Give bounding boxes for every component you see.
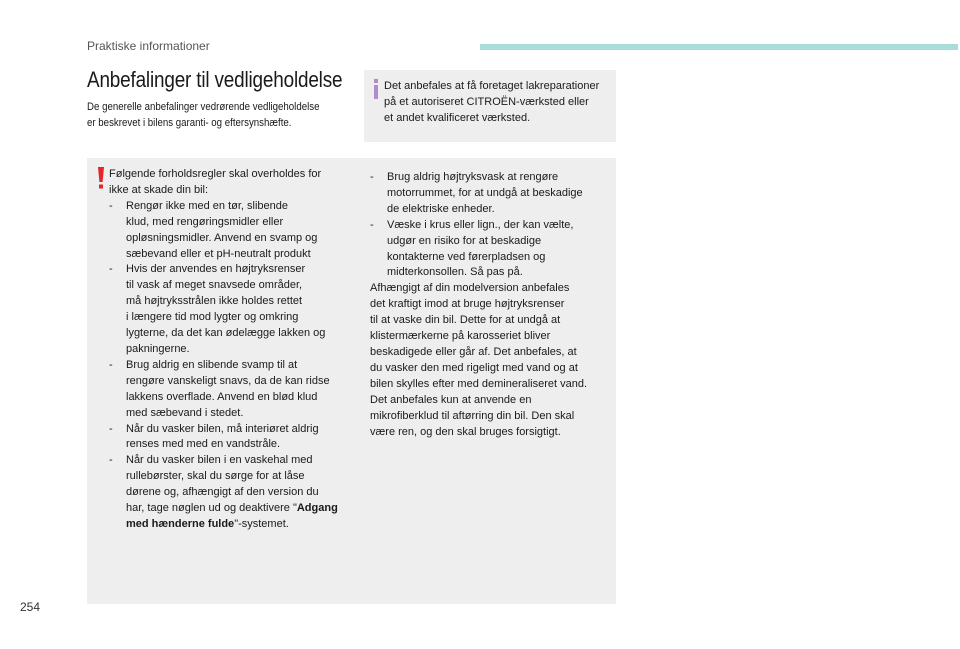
list-item-text: har, tage nøglen ud og deaktivere "	[126, 502, 297, 515]
paragraph-line: Afhængigt af din modelversion anbefales	[370, 282, 570, 295]
info-line: et andet kvalificeret værksted.	[384, 112, 531, 124]
bullet-dash: -	[109, 263, 113, 276]
list-item-line: opløsningsmidler. Anvend en svamp og	[126, 231, 318, 244]
list-item	[109, 262, 359, 357]
list-item-line: rullebørster, skal du sørge for at låse	[126, 470, 305, 483]
warning-right-column	[370, 170, 610, 440]
info-icon	[370, 78, 384, 100]
intro-line: De generelle anbefalinger vedrørende vedligeholdelse	[87, 101, 320, 113]
list-item-line: Rengør ikke med en tør, slibende	[126, 199, 289, 212]
paragraph-line: du vasker den med rigeligt med vand og at	[370, 361, 578, 374]
list-item-line: renses med med en vandstråle.	[126, 438, 281, 451]
list-item-line: med sæbevand i stedet.	[126, 406, 244, 419]
list-item-line: til vask af meget snavsede områder,	[126, 279, 303, 292]
paragraph-line: det kraftigt imod at bruge højtryksrenser	[370, 298, 565, 311]
bullet-dash: -	[109, 422, 113, 435]
bullet-dash: -	[370, 171, 374, 183]
list-item-line: klud, med rengøringsmidler eller	[126, 215, 284, 228]
list-item	[109, 453, 359, 533]
section-label: Praktiske informationer	[87, 39, 210, 53]
info-text	[384, 78, 614, 126]
list-item-line: udgør en risiko for at beskadige	[387, 234, 542, 247]
bullet-dash: -	[109, 358, 113, 371]
list-item	[109, 199, 359, 263]
list-item-line: lygterne, da det kan ødelægge lakken og	[126, 327, 326, 340]
info-line: Det anbefales at få foretaget lakreparationer	[384, 80, 600, 92]
list-item-line	[126, 517, 359, 533]
paragraph-line: til at vaske din bil. Dette for at undgå at	[370, 314, 561, 327]
bullet-dash: -	[109, 454, 113, 467]
page-number: 254	[20, 600, 41, 614]
paragraph-line: være ren, og den skal bruges forsigtigt.	[370, 425, 561, 438]
intro-text	[87, 99, 351, 131]
paragraph-line: Det anbefales kun at anvende en	[370, 393, 532, 406]
list-item-line: Brug aldrig højtryksvask at rengøre	[387, 171, 559, 183]
list-item-line: Væske i krus eller lign., der kan vælte,	[387, 218, 574, 231]
intro-line: er beskrevet i bilens garanti- og eftersynshæfte.	[87, 117, 292, 129]
bullet-dash: -	[370, 218, 374, 231]
list-item-text: "-systemet.	[234, 517, 289, 530]
warning-box	[87, 158, 616, 604]
list-item-line: pakningerne.	[126, 342, 190, 355]
list-item	[370, 218, 610, 282]
paragraph-line: klistermærkerne på karosseriet bliver	[370, 330, 551, 343]
warning-intro-line: ikke at skade din bil:	[109, 183, 209, 196]
list-item-line: lakkens overflade. Anvend en blød klud	[126, 390, 318, 403]
list-item-line: Når du vasker bilen i en vaskehal med	[126, 454, 313, 467]
bullet-dash: -	[109, 199, 113, 212]
list-item-line: må højtryksstrålen ikke holdes rettet	[126, 295, 303, 308]
list-item-line: Brug aldrig en slibende svamp til at	[126, 358, 298, 371]
page-title: Anbefalinger til vedligeholdelse	[87, 67, 343, 92]
list-item	[370, 170, 610, 218]
paragraph-line: beskadigede eller går af. Det anbefales, at	[370, 345, 577, 358]
list-item-line: midterkonsollen. Så pas på.	[387, 266, 523, 279]
list-item-line: de elektriske enheder.	[387, 202, 495, 215]
list-item-line: sæbevand eller et pH-neutralt produkt	[126, 247, 311, 260]
accent-bar	[480, 44, 958, 50]
warning-intro-line: Følgende forholdsregler skal overholdes for	[109, 168, 322, 180]
list-item-line: motorrummet, for at undgå at beskadige	[387, 186, 583, 199]
list-item-line: Når du vasker bilen, må interiøret aldrig	[126, 422, 319, 435]
list-item-line	[126, 501, 359, 517]
info-box	[364, 70, 616, 142]
list-item-line: kontakterne ved førerpladsen og	[387, 250, 546, 263]
feature-name: Adgang	[296, 502, 338, 515]
list-item	[109, 358, 359, 422]
info-line: på et autoriseret CITROËN-værksted eller	[384, 96, 589, 108]
list-item-line: dørene og, afhængigt af den version du	[126, 486, 319, 499]
paragraph-line: mikrofiberklud til aftørring din bil. Den skal	[370, 409, 575, 422]
feature-name: med hænderne fulde	[126, 517, 235, 530]
list-item	[109, 422, 359, 454]
list-item-line: i længere tid mod lygter og omkring	[126, 311, 299, 324]
list-item-line: Hvis der anvendes en højtryksrenser	[126, 263, 306, 276]
warning-left-column	[109, 167, 359, 533]
exclamation-icon	[95, 166, 107, 190]
list-item-line: rengøre vanskeligt snavs, da de kan ridse	[126, 374, 330, 387]
paragraph-line: bilen skylles efter med demineraliseret vand.	[370, 377, 588, 390]
